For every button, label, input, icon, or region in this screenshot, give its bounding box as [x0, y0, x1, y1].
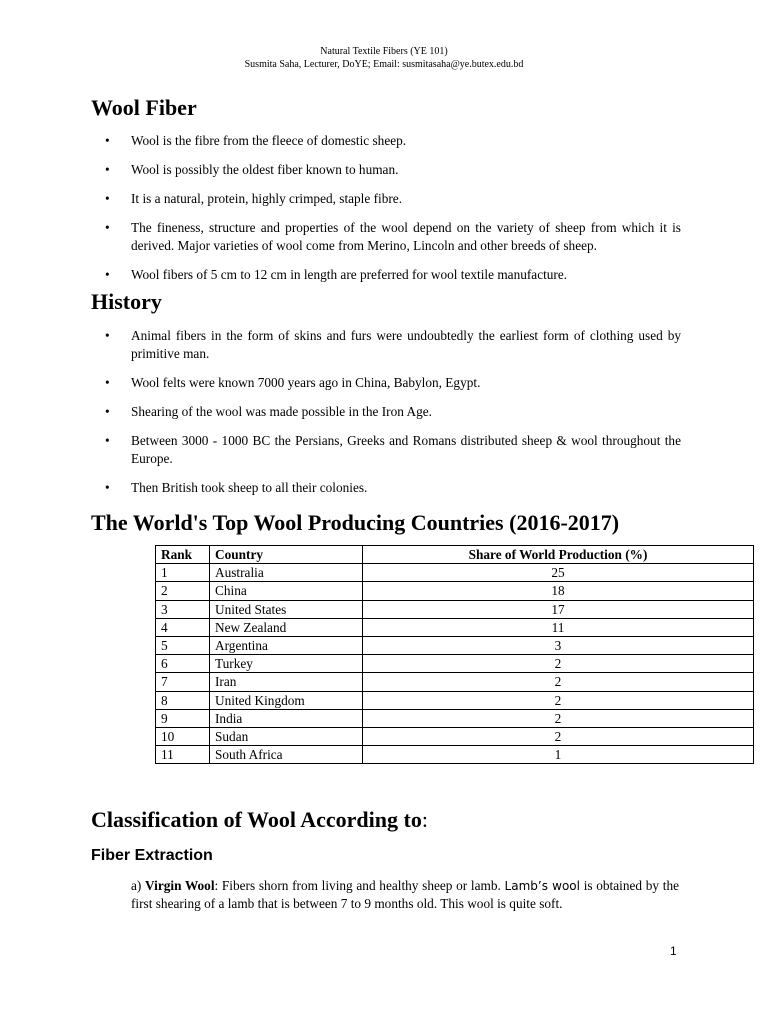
- table-row: [156, 709, 754, 727]
- rank-cell: 2: [156, 582, 210, 600]
- share-cell: 3: [363, 636, 754, 654]
- share-cell: 2: [363, 673, 754, 691]
- share-cell: 17: [363, 600, 754, 618]
- country-cell: South Africa: [210, 746, 363, 764]
- table-header-row: [156, 546, 754, 564]
- list-item: • Then British took sheep to all their colonies.: [91, 479, 681, 497]
- subheading-fiber-extraction: Fiber Extraction: [91, 847, 213, 864]
- table-row: [156, 618, 754, 636]
- share-cell: 25: [363, 564, 754, 582]
- history-bullet-list: [91, 327, 681, 508]
- rank-cell: 6: [156, 655, 210, 673]
- list-item: • Wool felts were known 7000 years ago in China, Babylon, Egypt.: [91, 374, 681, 392]
- rank-cell: 3: [156, 600, 210, 618]
- table-row: [156, 582, 754, 600]
- rank-cell: 4: [156, 618, 210, 636]
- list-item: • Wool is the fibre from the fleece of domestic sheep.: [91, 132, 681, 150]
- document-header: [0, 45, 768, 71]
- country-cell: India: [210, 709, 363, 727]
- rank-cell: 1: [156, 564, 210, 582]
- country-cell: Australia: [210, 564, 363, 582]
- column-header-rank: Rank: [156, 546, 210, 564]
- virgin-wool-text-2: is obtained by the first shearing of a lamb that is between 7 to 9 months old. This wool is quite soft.: [131, 878, 680, 911]
- list-item: • The fineness, structure and properties of the wool depend on the variety of sheep from which it is derived. Major varieties of wool come from Merino, Lincoln and other breeds of sheep.: [91, 219, 681, 255]
- table-row: [156, 600, 754, 618]
- country-cell: Argentina: [210, 636, 363, 654]
- rank-cell: 5: [156, 636, 210, 654]
- table-row: [156, 673, 754, 691]
- share-cell: 2: [363, 691, 754, 709]
- list-item: • It is a natural, protein, highly crimped, staple fibre.: [91, 190, 681, 208]
- table-row: [156, 691, 754, 709]
- country-cell: United Kingdom: [210, 691, 363, 709]
- share-cell: 11: [363, 618, 754, 636]
- table-row: [156, 636, 754, 654]
- lambs-wool-term: Lamb’s wool: [504, 879, 580, 893]
- page-number: 1: [670, 944, 677, 958]
- table-row: [156, 564, 754, 582]
- rank-cell: 10: [156, 727, 210, 745]
- table-row: [156, 746, 754, 764]
- section-title-history: History: [91, 289, 162, 314]
- virgin-wool-text-1: : Fibers shorn from living and healthy sheep or lamb.: [214, 878, 505, 893]
- virgin-wool-paragraph: [131, 877, 679, 913]
- country-cell: Iran: [210, 673, 363, 691]
- list-item: • Wool is possibly the oldest fiber known to human.: [91, 161, 681, 179]
- table-row: [156, 655, 754, 673]
- virgin-wool-term: Virgin Wool: [145, 878, 215, 893]
- country-cell: Turkey: [210, 655, 363, 673]
- share-cell: 18: [363, 582, 754, 600]
- country-cell: China: [210, 582, 363, 600]
- share-cell: 2: [363, 709, 754, 727]
- course-title: Natural Textile Fibers (YE 101): [320, 46, 448, 57]
- classification-title-text: Classification of Wool According to: [91, 807, 422, 832]
- column-header-share: Share of World Production (%): [363, 546, 754, 564]
- rank-cell: 8: [156, 691, 210, 709]
- section-title-classification: [91, 807, 428, 833]
- country-cell: Sudan: [210, 727, 363, 745]
- table-row: [156, 727, 754, 745]
- author-line: Susmita Saha, Lecturer, DoYE; Email: susmitasaha@ye.butex.edu.bd: [244, 59, 524, 70]
- list-item: • Animal fibers in the form of skins and furs were undoubtedly the earliest form of clothing used by primitive man.: [91, 327, 681, 363]
- list-item: • Shearing of the wool was made possible in the Iron Age.: [91, 403, 681, 421]
- country-cell: United States: [210, 600, 363, 618]
- classification-colon: :: [421, 807, 428, 832]
- column-header-country: Country: [210, 546, 363, 564]
- section-title-top-countries: The World's Top Wool Producing Countries (2016-2017): [91, 510, 620, 535]
- section-title-wool-fiber: Wool Fiber: [91, 95, 197, 120]
- rank-cell: 9: [156, 709, 210, 727]
- rank-cell: 11: [156, 746, 210, 764]
- list-item: • Between 3000 - 1000 BC the Persians, Greeks and Romans distributed sheep & wool throughout the Europe.: [91, 432, 681, 468]
- share-cell: 2: [363, 655, 754, 673]
- wool-production-table: [155, 545, 754, 764]
- list-item: • Wool fibers of 5 cm to 12 cm in length are preferred for wool textile manufacture.: [91, 266, 681, 284]
- country-cell: New Zealand: [210, 618, 363, 636]
- virgin-wool-prefix: a): [131, 878, 146, 893]
- rank-cell: 7: [156, 673, 210, 691]
- share-cell: 1: [363, 746, 754, 764]
- share-cell: 2: [363, 727, 754, 745]
- wool-fiber-bullet-list: [91, 132, 681, 295]
